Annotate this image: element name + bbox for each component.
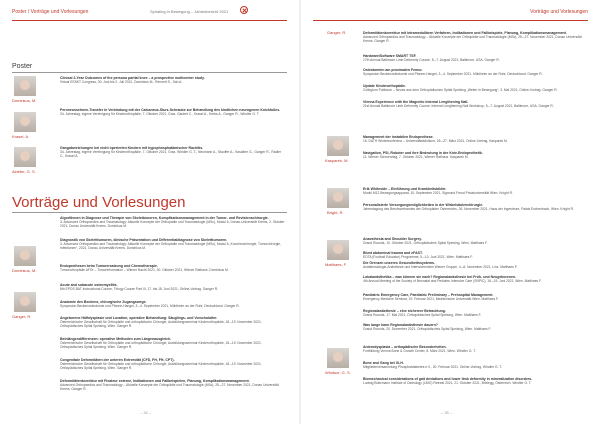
avatar <box>327 240 349 260</box>
left-header-title: Poster / Vorträge und Vorlesungen <box>12 9 89 15</box>
lecture-entry: Personalisierte Versorgungsmöglichkeiten in der Wirbelsäulenchirurgie. Jahrestagung des Berufsverbandes der Orthopäden Österreichs, 26. November 2021, Haus der Ingenieure, Palais Eschenbach, Wien. Knight R. <box>363 203 574 212</box>
lecture-entry: Osteotomien am proximalen Femur. Symposion Beckenosteotomie und Pfanne-Hangel, 3.–4. September 2021, Mühlheim an der Ruhr, Deutschland. Ganger R. <box>363 68 543 77</box>
avatar <box>327 348 349 368</box>
lecture-entry: Diagnostik von Skeletttumoren, klinische Präsentation und Differentialdiagnose von Skeletttumoren. 3. Advanced Orthopaedics and Traumatology: Aktuelle Konzepte der Orthopädie und Traumatologie (MSc), Modul 6 „Knochenchirurgie, Tumorchirurgie, Infektionen“, 2021, Donau Universität Krems. Dominkus M. <box>60 238 282 251</box>
avatar <box>14 112 36 132</box>
section-rule <box>12 72 287 73</box>
lecture-entry: Endoprothesen beim Tumorersatzung und Chemotherapie. Tumororthopädie AFOr – Tumorinformation – Wiener Nacht 2021, 30. Oktober 2021, Wiener Rathaus. Dominkus M. <box>60 264 229 273</box>
lecture-entry: Anatomie des Beckens, chirurgische Zugangswege. Symposion Beckenosteotomie und Pfanne-Hangel, 3.–4. September 2021, Mühlheim an der Ruhr, Deutschland. Ganger R. <box>60 300 240 309</box>
avatar-name: Dominkus, M. <box>12 268 37 273</box>
poster-entry: Clinical 2-Year Outcomes of the persona partial knee – a prospective multicenter study. Virtual ESSKT Congress, 30. Juni bis 2. Juli 2021. Dominkus M., Rennett S., Sah A. <box>60 76 205 85</box>
header-center-text: Spiraling in Bewegung – Jahresbericht 2021 <box>150 9 229 14</box>
page-number: – 34 – <box>140 410 152 415</box>
lecture-entry: Beinlängendifferenzen: operative Methoden zum Längenausgleich. Österreichische Gesellschaft für Orthopädie und orthopädische Chirurgie, Ausbildungsseminar Kinderorthopädie, 18.–19. November 2021, Orthopädisches Spital Speising, Wien. Ganger R. <box>60 337 262 350</box>
avatar-name: Dominkus, M. <box>12 98 37 103</box>
lecture-entry: Acute and subacute osteomyelitis. 8th EPOS BAT Instructional Course, Trilogy Course Part III, 17. bis 18. Juni 2021, Online-Vortrag. Ganger R. <box>60 283 219 292</box>
header-rule <box>313 20 588 21</box>
lecture-entry: Algorithmen in Diagnose und Therapie von Skelettumoren, Komplikationsmanagement in der Tumor- und Revisionschirurgie. 3. Advanced Orthopaedics and Traumatology: Aktuelle Konzepte der Orthopädie und Traumatologie (MSc), Modul 6, Donau-Universität Krems, 2. Oktober 2021, Donau Universität Krems. Dominkus M. <box>60 216 285 229</box>
lecture-entry: Management der instabilen Endoprothese. 16. DATH Winterkonferenz – Universitätsklinikum, 26.–27. März 2021, Online-Vortrag. Kasparek M. <box>363 135 508 144</box>
right-header-title: Vorträge und Vorlesungen <box>530 9 588 15</box>
lecture-entry: Regionalanästhesie – eine sicherere Betrachtung. Grand Rounds, 17. Mai 2021, Orthopädisches Spital Speising, Wien. Matthaes F. <box>363 309 482 318</box>
poster-entry: Peroneussehnen-Transfer in Verbindung mit der Calcaneus-Sturz-Schraube zur Behandlung des kindlichen neurogenen Knickfußes. 34. Jahrestag, eigene Vereinigung für Kinderorthopädie, 7. Oktober 2021, Graz. Gaubet C., Krasel A., Krebs A., Ganger R., Windler G. T. <box>60 108 281 117</box>
section-title-vortraege: Vorträge und Vorlesungen <box>12 194 186 211</box>
avatar-name: Krasel, A. <box>12 134 30 139</box>
lecture-entry: Update Kinderorthopädie. Collegium Publicum – Neues aus dem Orthopädischen Spital Speising „Weiter in Bewegung“, 3. Mai 2021, Online-Vortrag. Ganger R. <box>363 84 558 93</box>
lecture-entry: Deformitätenkorrektur mit intramedullären Verfahren, Indikationen und Fallbeispiele, Planung, Komplikationsmanagement. Advanced Orthopaedics and Traumatology – Aktuelle Konzepte der Orthopädie und Traumatologie (MSc), 25.–27. November 2021, Donau Universität Krems. Ganger R. <box>363 31 582 44</box>
lecture-entry: Anaesthesia and Shoulder Surgery. Grand Rounds, 10. Oktober 2021, Orthopädisches Spital Speising, Wien. Matthaes F. <box>363 237 488 246</box>
right-page <box>301 0 600 424</box>
section-rule <box>12 212 287 213</box>
close-circle-icon <box>240 6 248 14</box>
avatar <box>14 292 36 312</box>
lecture-entry: Deformitätenkorrektur mit Fixateur externe, Indikationen und Fallbeispielen, Planung, Komplikationsmanagement. Advanced Orthopaedics and Traumatology – Aktuelle Konzepte der Orthopädie und Traumatologie (MSc), 25.–27. November 2021, Donau Universität Krems. Ganger R. <box>60 379 279 392</box>
page-number: – 35 – <box>441 410 453 415</box>
avatar <box>327 188 349 208</box>
avatar-name: Windsor, G. S. <box>325 370 351 375</box>
avatar-name: Aldefer, G. S. <box>12 169 36 174</box>
left-page <box>0 0 299 424</box>
lecture-entry: Hardware/Software SMART TSF. 17th Annual Baltimore Limb Deformity Course, 5.–7. August 2021, Baltimore, USA. Ganger R. <box>363 54 500 63</box>
header-rule <box>12 20 287 21</box>
lecture-entry: Navigation, PSI, Roboter und ihre Bedeutung in der Knie-Endoprothetik. 11. Wiener Schmerztag, 7. Oktober 2021, Wiener Rathaus. Kasparek M. <box>363 151 483 160</box>
lecture-entry: Angeborene Hüftdysplasie und Luxation, operative Behandlung: Säuglings- und Vorschulalter. Österreichische Gesellschaft für Orthopädie und orthopädische Chirurgie, Ausbildungsseminar Kinderorthopädie, 18.–19. November 2021, Orthopädisches Spital Speising, Wien. Ganger R. <box>60 316 262 329</box>
section-title-poster: Poster <box>12 63 33 70</box>
avatar-name: Kasparek, M. <box>325 158 349 163</box>
avatar <box>14 76 36 96</box>
lecture-entry: Vienna Experience with the Magnetic Internal Lengthening Nail. 21st Annual Baltimore Limb Deformity Course: Internal Lengthening Nail Workshop, 5.–7. August 2021, Baltimore, USA. Ganger R. <box>363 100 554 109</box>
avatar <box>14 147 36 167</box>
lecture-entry: Congenitale Deformitäten der unteren Extremität (CFD, FH, FH, CPT). Österreichische Gesellschaft für Orthopädie und orthopädische Chirurgie, Ausbildungsseminar Kinderorthopädie, 18.–19. November 2021, Orthopädisches Spital Speising, Wien. Ganger R. <box>60 358 262 371</box>
lecture-entry: Erik Whiteside – Einführung und Krankheitsbilder. Modul M12 Bewegungsapparat, 10. September 2021, Sigmund Freud Privatuniversität Wien. Knight R. <box>363 187 513 196</box>
lecture-entry: Biomechanical considerations of gait deviations and lower limb deformity in mineralization disorders. Ludwig Boltzmann Institute of Osteology (LBIO) Retreat 2021, 21. Oktober 2021, Brixlegg, Österreich. Windler G. T. <box>363 377 533 386</box>
avatar-name: Ganger, R. <box>12 314 32 319</box>
poster-entry: Gangabweichungen bei nicht operierten Kindern mit hypophosphatämischer Rachitis. 34. Jahrestag, eigene Vereinigung für Kinderorthopädie, 7. Oktober 2021, Graz. Windler G. T., Neumann A., Stauffer A., Kasalber G., Ganger R., Radler C., Krasel A. <box>60 146 282 159</box>
lecture-entry: Was lange kann Regionalanästhesie dauern? Grand Rounds, 20. Dezember 2021, Orthopädisches Spital Speising, Wien. Matthaes F. <box>363 323 492 332</box>
lecture-entry: Bone and Gang bei XLH. Mitgliederversammlung Phosphatdiabetes e.V., 20. Februar 2021, Online-Vortrag. Windler G. T. <box>363 361 502 370</box>
lecture-entry: Die Grenzen unseres Gesundheitssystems. Anästhesiologie-Anästhesie und Intensivmedizin Wiener Gruppe, 4.–6. November 2021, Linz. Matthaes F. <box>363 261 518 270</box>
lecture-entry: Paediatric Emergency Care, Paediatric Preliminary – Prehospital Management. Emergency Medicine Seminar, 19. Februar 2021, Medizinische Universität Wien. Matthaes F. <box>363 293 499 302</box>
avatar <box>327 136 349 156</box>
lecture-entry: Blunt abdominal trauma and eFAST. EDTA (Football Educator) Programme, 5.–10. Juni 2021, Wien. Matthaes F. <box>363 251 473 260</box>
lecture-entry: Lokalanästhetika – was können sie nach? Regionalanästhesie bei Früh- und Neugeborenen. 4th Annual Meeting of the Society of Neonatal and Pediatric Intensive Care (SNPIC), 16.–19. Juni 2021, Wien. Matthaes F. <box>363 275 542 284</box>
avatar-name: Matthaes, F. <box>325 262 347 267</box>
avatar <box>14 246 36 266</box>
avatar-name: Ganger, R. <box>327 30 347 35</box>
lecture-entry: Anterodysplasia – orthopädische Besonderheiten. Fortbildung Vienna Bone & Growth Center, 8. März 2021, Wien. Windler G. T. <box>363 345 476 354</box>
avatar-name: Bright, R. <box>327 210 344 215</box>
